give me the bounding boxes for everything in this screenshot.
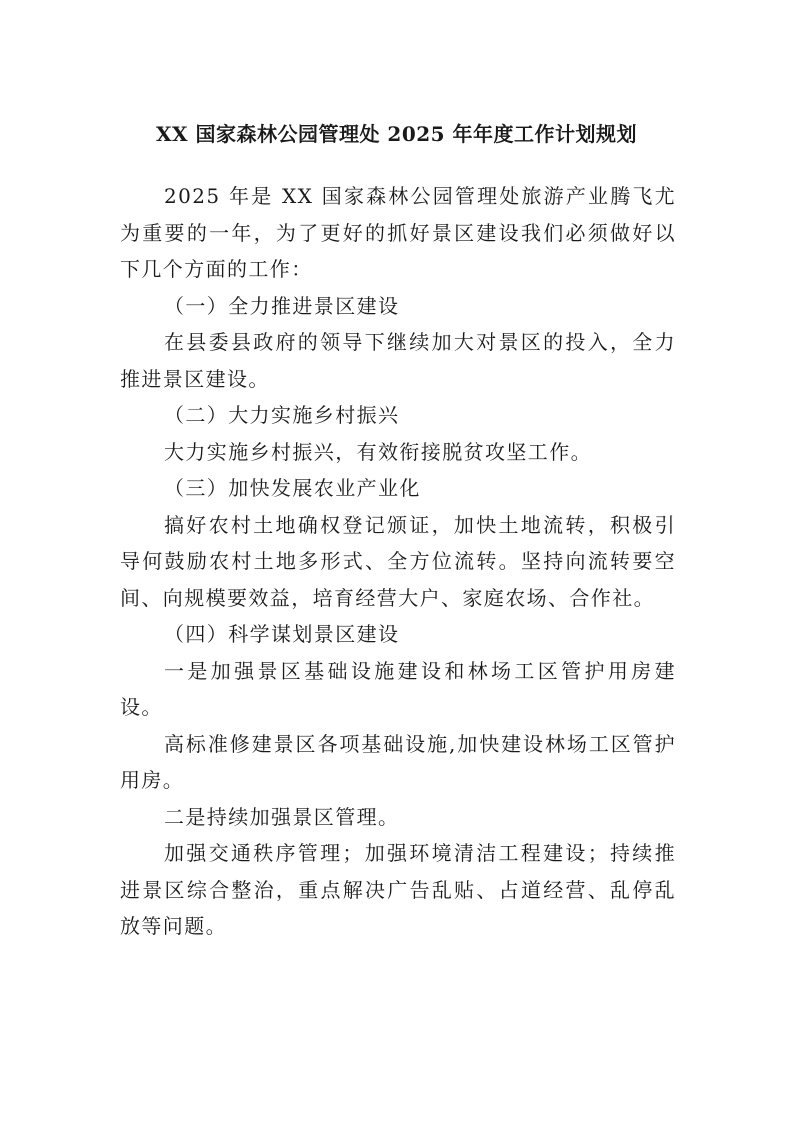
section-paragraph: 高标准修建景区各项基础设施,加快建设林场工区管护用房。 [120, 731, 676, 792]
section-heading-3: （三）加快发展农业产业化 [164, 476, 421, 500]
section-paragraph: 加强交通秩序管理；加强环境清洁工程建设；持续推进景区综合整治，重点解决广告乱贴、占道经营、乱停乱放等问题。 [120, 841, 676, 938]
section-paragraph: 大力实施乡村振兴，有效衔接脱贫攻坚工作。 [164, 439, 592, 464]
section-paragraph: 二是持续加强景区管理。 [164, 804, 400, 829]
section-paragraph: 一是加强景区基础设施建设和林场工区管护用房建设。 [120, 658, 676, 719]
section-paragraph: 搞好农村土地确权登记颁证，加快土地流转，积极引导何鼓励农村土地多形式、全方位流转。坚持向流转要空间、向规模要效益，培育经营大户、家庭农场、合作社。 [120, 512, 676, 610]
section-paragraph: 在县委县政府的领导下继续加大对景区的投入，全力推进景区建设。 [120, 330, 676, 391]
document-title: XX 国家森林公园管理处 2025 年年度工作计划规划 [155, 122, 638, 146]
intro-paragraph: 2025 年是 XX 国家森林公园管理处旅游产业腾飞尤为重要的一年，为了更好的抓好景区建设我们必须做好以下几个方面的工作： [120, 184, 676, 281]
section-heading-4: （四）科学谋划景区建设 [164, 622, 400, 646]
section-heading-1: （一）全力推进景区建设 [164, 293, 400, 318]
document-body [120, 178, 676, 945]
section-heading-2: （二）大力实施乡村振兴 [164, 403, 400, 427]
